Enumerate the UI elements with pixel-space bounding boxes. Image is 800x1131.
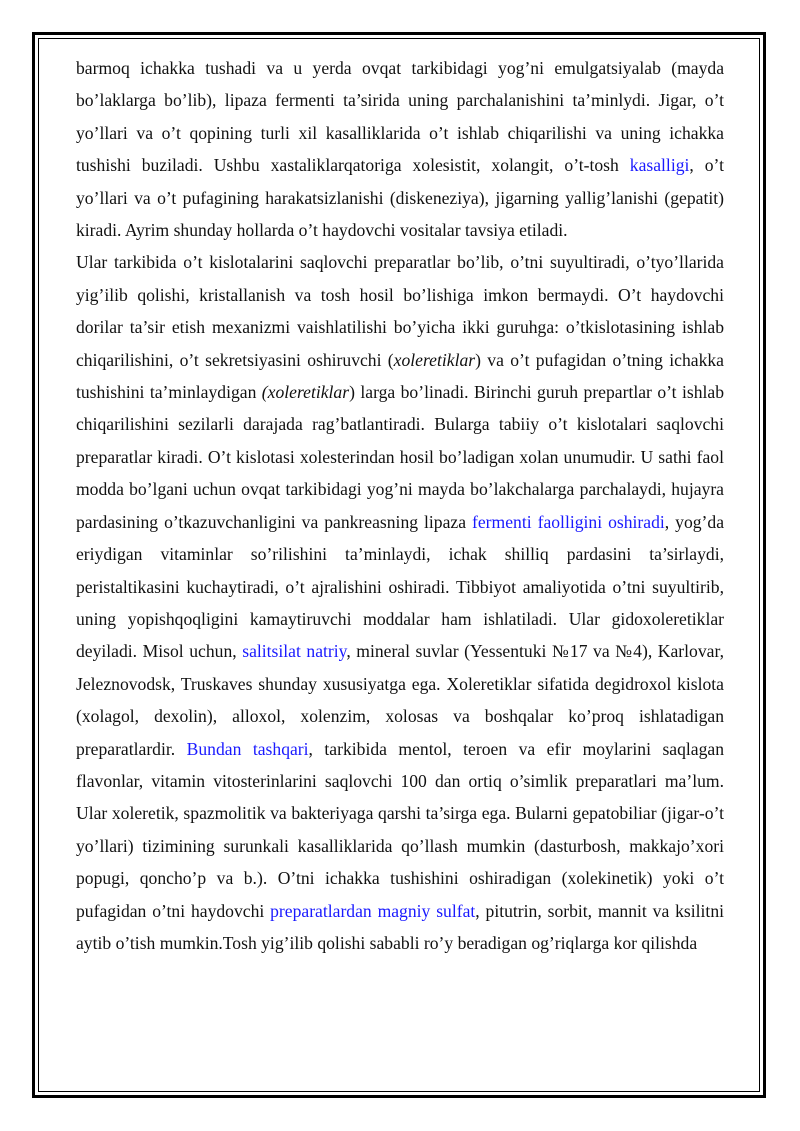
paragraph-1 [76,52,724,246]
text-segment: , mineral suvlar (Yessentuki №17 va №4), Karlovar, Jeleznovodsk, Truskaves shunday xususiyatga ega. Xoleretiklar sifatida degidroxol kislota (xolagol, dexolin), alloxol, xolenzim, xolosas va boshqalar ko’proq ishlatadigan preparatlardir. [76,641,724,759]
italic-term: (xoleretiklar [261,382,350,403]
text-segment: ) va o’t pufagidan o’tning ichakka tushishini ta’minlaydigan [76,349,724,403]
paragraph-2 [76,246,724,959]
link-kasalligi[interactable]: kasalligi [629,155,690,176]
link-bundan-tashqari[interactable]: Bundan tashqari [186,738,309,759]
text-segment: , yog’da eriydigan vitaminlar so’rilishini ta’minlaydi, ichak shilliq pardasini ta’sirlaydi, peristaltikasini kuchaytiradi, o’t ajralishini oshiradi. Tibbiyot amaliyotida o’tni suyultirib, uning yopishqoqligini kamaytiruvchi moddalar ham ishlatiladi. Ular gidoxoleretiklar deyiladi. Misol uchun, [76,511,725,662]
text-segment: , pitutrin, sorbit, mannit va ksilitni aytib o’tish mumkin.Tosh yig’ilib qolishi sababli ro’y beradigan og’riqlarga kor qilishda [76,900,725,953]
document-body [76,52,724,959]
link-magniy-sulfat[interactable]: preparatlardan magniy sulfat [270,900,476,921]
italic-term: xoleretiklar [393,349,476,370]
text-segment: barmoq ichakka tushadi va u yerda ovqat tarkibidagi yog’ni emulgatsiyalab (mayda bo’laklarga bo’lib), lipaza fermenti ta’sirida uning parchalanishini ta’minlydi. Jigar, o’t yo’llari va o’t qopining turli xil kasalliklarida o’t ishlab chiqarilishi va uning ichakka tushishi buziladi. Ushbu xastaliklarqatoriga xolesistit, xolangit, o’t-tosh [76,58,724,176]
text-segment: , tarkibida mentol, teroen va efir moylarini saqlagan flavonlar, vitamin vitosterinlarini saqlovchi 100 dan ortiq o’simlik preparatlari ma’lum. Ular xoleretik, spazmolitik va bakteriyaga qarshi ta’sirga ega. Bularni gepatobiliar (jigar-o’t yo’llari) tizimining surunkali kasalliklarida qo’llash mumkin (dasturbosh, makkajo’xori popugi, qoncho’p va b.). O’tni ichakka tushishini oshiradigan (xolekinetik) yoki o’t pufagidan o’tni haydovchi [76,738,725,921]
text-segment: , o’t yo’llari va o’t pufagining harakatsizlanishi (diskeneziya), jigarning yallig’lanishi (gepatit) kiradi. Ayrim shunday hollarda o’t haydovchi vositalar tavsiya etiladi. [76,155,724,241]
text-segment: Ular tarkibida o’t kislotalarini saqlovchi preparatlar bo’lib, o’tni suyultiradi, o’tyo’llarida yig’ilib qolishi, kristallanish va tosh hosil bo’lishiga imkon bermaydi. O’t haydovchi dorilar ta’sir etish mexanizmi vaishlatilishi bo’yicha ikki guruhga: o’tkislotasining ishlab chiqarilishini, o’t sekretsiyasini oshiruvchi ( [76,252,724,370]
text-segment: ) larga bo’linadi. Birinchi guruh prepartlar o’t ishlab chiqarilishini sezilarli darajada rag’batlantiradi. Bularga tabiiy o’t kislotalari saqlovchi preparatlar kiradi. O’t kislotasi xolesterindan hosil bo’ladigan xolan unumudir. U sathi faol modda bo’lgani uchun ovqat tarkibidagi yog’ni mayda bo’lakchalarga parchalaydi, hujayra pardasining o’tkazuvchanligini va pankreasning lipaza [76,382,724,532]
link-fermenti-faolligini-oshiradi[interactable]: fermenti faolligini oshiradi [472,511,665,532]
link-salitsilat-natriy[interactable]: salitsilat natriy [242,641,347,662]
